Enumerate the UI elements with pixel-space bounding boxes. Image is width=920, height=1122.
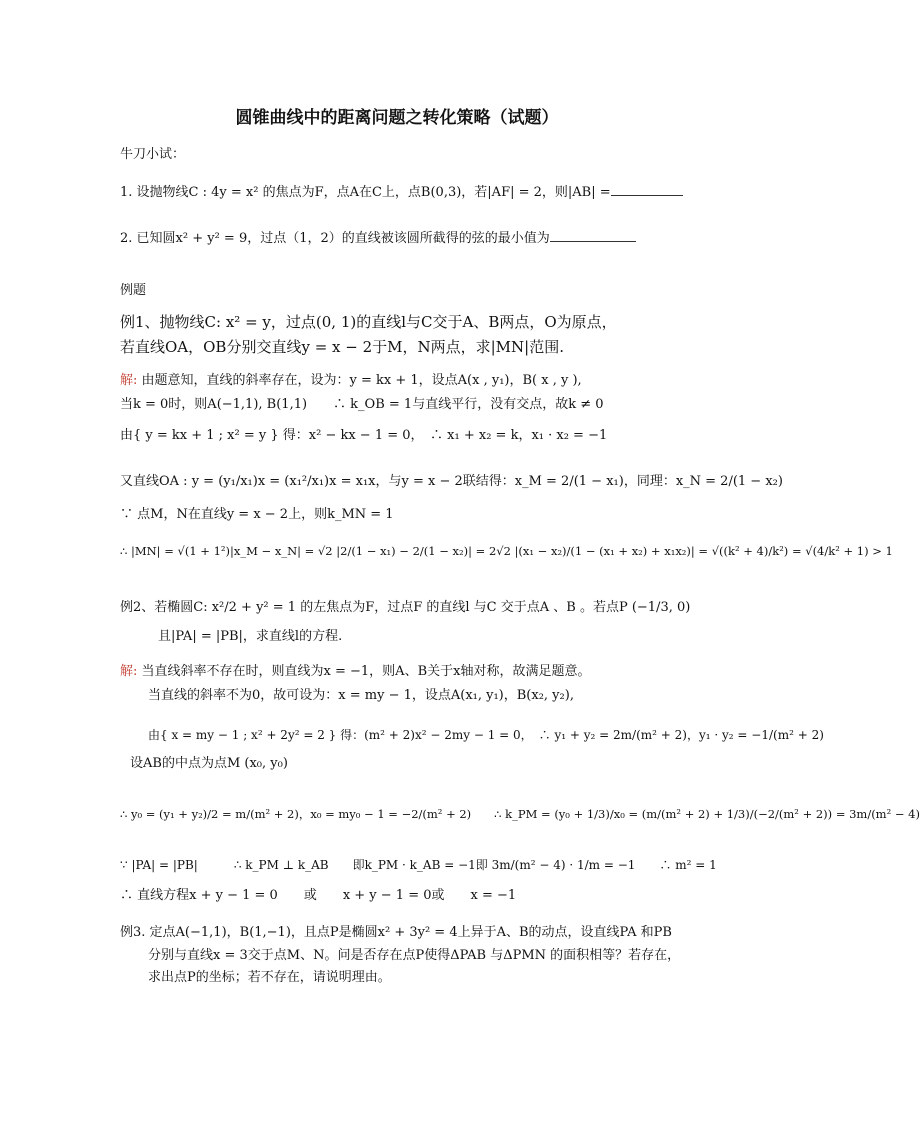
example-3-line-2: 分别与直线x = 3交于点M、N。问是否存在点P使得ΔPAB 与ΔPMN 的面积相等？若存在，	[148, 948, 681, 963]
solution-label: 解:	[120, 664, 138, 679]
example-1-solution-1	[120, 373, 582, 389]
example-2-solution-5: ∴ y₀ = (y₁ + y₂)/2 = m/(m² + 2)，x₀ = my₀ − 1 = −2/(m² + 2) ∴ k_PM = (y₀ + 1/3)/x₀ = (m/(m² + 2) + 1/3)/(−2/(m² + 2)) = 3m/(m² − 4)	[120, 807, 920, 821]
trial-heading: 牛刀小试：	[120, 147, 186, 162]
example-1-line-1: 例1、抛物线C: x² = y，过点(0, 1)的直线l与C交于A、B两点，O为原点，	[120, 313, 617, 331]
examples-heading: 例题	[120, 283, 147, 298]
example-1-solution-2: 当k = 0时，则A(−1,1), B(1,1) ∴ k_OB = 1与直线平行，没有交点，故k ≠ 0	[120, 397, 604, 412]
example-1-solution-4: 又直线OA : y = (y₁/x₁)x = (x₁²/x₁)x = x₁x，与y = x − 2联结得：x_M = 2/(1 − x₁)，同理：x_N = 2/(1 − x₂)	[120, 474, 783, 489]
question-2-text: 2. 已知圆x² + y² = 9，过点（1，2）的直线被该圆所截得的弦的最小值为	[120, 231, 550, 246]
answer-blank-2	[550, 229, 636, 242]
document-title: 圆锥曲线中的距离问题之转化策略（试题）	[235, 108, 559, 128]
question-1-text: 1. 设抛物线C : 4y = x² 的焦点为F，点A在C上，点B(0,3)，若|AF| = 2，则|AB| =	[120, 185, 611, 200]
solution-text: 由题意知，直线的斜率存在，设为：y = kx + 1，设点A(x , y₁)，B( x , y ),	[141, 373, 582, 388]
solution-text: 当直线斜率不存在时，则直线为x = −1，则A、B关于x轴对称，故满足题意。	[141, 664, 591, 679]
example-2-solution-3: 由{ x = my − 1 ; x² + 2y² = 2 } 得：(m² + 2)x² − 2my − 1 = 0， ∴ y₁ + y₂ = 2m/(m² + 2)，y₁ · y₂ = −1/(m² + 2)	[148, 728, 824, 742]
example-2-solution-7: ∴ 直线方程x + y − 1 = 0 或 x + y − 1 = 0或 x = −1	[120, 888, 517, 903]
example-3-line-1: 例3. 定点A(−1,1)，B(1,−1)，且点P是椭圆x² + 3y² = 4上异于A、B的动点，设直线PA 和PB	[120, 925, 672, 940]
question-2	[120, 229, 636, 247]
example-1-solution-6: ∴ |MN| = √(1 + 1²)|x_M − x_N| = √2 |2/(1 − x₁) − 2/(1 − x₂)| = 2√2 |(x₁ − x₂)/(1 − (x₁ + x₂) + x₁x₂)| = √((k² + 4)/k²) = √(4/k² + 1) > 1	[120, 544, 893, 558]
question-1	[120, 183, 683, 201]
example-2-line-2: 且|PA| = |PB|，求直线l的方程.	[158, 629, 343, 644]
solution-label: 解:	[120, 373, 138, 388]
example-2-solution-2: 当直线的斜率不为0，故可设为：x = my − 1，设点A(x₁, y₁)，B(x₂, y₂),	[148, 688, 574, 703]
answer-blank-1	[611, 183, 683, 196]
example-1-solution-5: ∵ 点M，N在直线y = x − 2上，则k_MN = 1	[120, 507, 394, 522]
example-1-solution-3: 由{ y = kx + 1 ; x² = y } 得：x² − kx − 1 = 0， ∴ x₁ + x₂ = k，x₁ · x₂ = −1	[120, 428, 608, 443]
example-3-line-3: 求出点P的坐标；若不存在，请说明理由。	[148, 970, 391, 985]
example-2-solution-6: ∵ |PA| = |PB| ∴ k_PM ⊥ k_AB 即k_PM · k_AB = −1即 3m/(m² − 4) · 1/m = −1 ∴ m² = 1	[120, 858, 717, 872]
example-2-solution-1	[120, 664, 590, 680]
example-2-solution-4: 设AB的中点为点M (x₀, y₀)	[130, 756, 288, 771]
example-2-line-1: 例2、若椭圆C: x²/2 + y² = 1 的左焦点为F，过点F 的直线l 与C 交于点A 、B 。若点P (−1/3, 0)	[120, 600, 691, 615]
example-1-line-2: 若直线OA，OB分别交直线y = x − 2于M，N两点，求|MN|范围.	[120, 338, 564, 356]
